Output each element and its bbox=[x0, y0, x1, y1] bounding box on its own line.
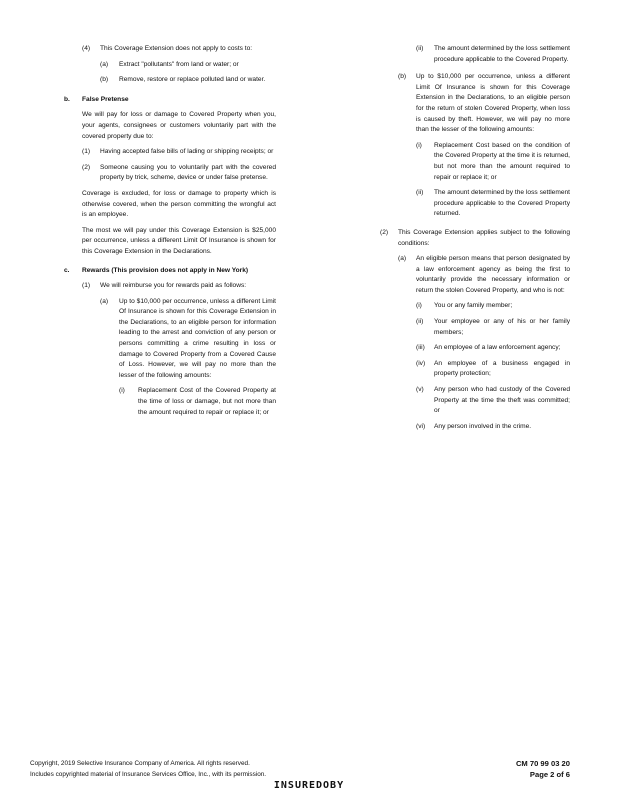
copyright-line: Includes copyrighted material of Insurance Services Office, Inc., with its permission. bbox=[30, 771, 267, 778]
list-item bbox=[100, 297, 276, 382]
item-label: (iv) bbox=[416, 359, 426, 367]
list-item bbox=[416, 141, 570, 183]
item-text: Replacement Cost based on the condition of the Covered Property at the time it is returned, but not more than the amount required to repair or replace it; or bbox=[434, 141, 570, 181]
item-text: Replacement Cost of the Covered Property at the time of loss or damage, but not more than the amount required to repair or replace it; or bbox=[138, 387, 276, 416]
paragraph: The most we will pay under this Coverage Extension is $25,000 per occurrence, unless a different Limit Of Insurance is shown for this Coverage Extension in the Declarations. bbox=[82, 226, 276, 255]
item-text: The amount determined by the loss settlement procedure applicable to the Covered Property. bbox=[434, 45, 570, 63]
list-item bbox=[82, 281, 276, 292]
item-text: Any person involved in the crime. bbox=[434, 422, 532, 430]
item-label: (1) bbox=[82, 148, 91, 156]
paragraph: We will pay for loss or damage to Covered Property when you, your agents, consignees or customers voluntarily part with the covered property due to: bbox=[82, 111, 276, 140]
list-item bbox=[82, 163, 276, 184]
item-label: (b) bbox=[100, 76, 109, 84]
section-label: b. bbox=[64, 95, 70, 103]
list-item bbox=[100, 60, 276, 71]
item-text: Up to $10,000 per occurrence, unless a different Limit Of Insurance is shown for this Coverage Extension in the Declarations, to an eligible person for the return of stolen Covered Property, when loss is caused by theft. However, we will pay no more than the lesser of the following amounts: bbox=[416, 73, 570, 134]
item-text: Someone causing you to voluntarily part with the covered property by trick, scheme, device or under false pretense. bbox=[100, 163, 276, 182]
section-title: Rewards (This provision does not apply in New York) bbox=[82, 266, 249, 274]
list-item bbox=[119, 386, 276, 418]
list-item bbox=[398, 72, 570, 136]
list-item bbox=[380, 228, 570, 249]
item-label: (2) bbox=[82, 163, 91, 171]
item-label: (2) bbox=[380, 228, 389, 236]
item-label: (i) bbox=[416, 141, 422, 149]
item-label: (v) bbox=[416, 386, 424, 394]
item-text: Your employee or any of his or her family members; bbox=[434, 318, 570, 336]
left-column bbox=[64, 44, 276, 423]
item-label: (b) bbox=[398, 73, 407, 81]
item-text: Having accepted false bills of lading or shipping receipts; or bbox=[100, 148, 274, 156]
item-text: Remove, restore or replace polluted land or water. bbox=[119, 76, 266, 84]
item-label: (4) bbox=[82, 45, 91, 52]
form-number: CM 70 99 03 20 bbox=[515, 759, 570, 768]
item-label: (1) bbox=[82, 282, 91, 290]
item-label: (vi) bbox=[416, 422, 426, 430]
item-label: (iii) bbox=[416, 344, 425, 352]
right-column bbox=[380, 44, 570, 437]
item-label: (a) bbox=[398, 255, 407, 263]
item-text: You or any family member; bbox=[434, 302, 513, 310]
list-item bbox=[82, 44, 276, 55]
list-item bbox=[416, 422, 570, 433]
list-item bbox=[416, 317, 570, 338]
section-heading bbox=[64, 95, 276, 106]
item-label: (ii) bbox=[416, 45, 424, 52]
item-label: (ii) bbox=[416, 318, 424, 326]
section-heading bbox=[64, 266, 276, 277]
item-text: An employee of a law enforcement agency; bbox=[434, 344, 561, 352]
section-title: False Pretense bbox=[82, 95, 129, 103]
item-text: An employee of a business engaged in property protection; bbox=[434, 359, 570, 378]
list-item bbox=[416, 44, 570, 65]
item-text: Up to $10,000 per occurrence, unless a different Limit Of Insurance is shown for this Coverage Extension in the Declarations, to an eligible person for information leading to the arrest and conviction of any person or persons committing a crime resulting in loss or damage to Covered Property from a Covered Cause of Loss. However, we will pay no more than the lesser of the following amounts: bbox=[119, 297, 276, 379]
item-text: An eligible person means that person designated by a law enforcement agency as being the first to voluntarily provide the necessary information or return the stolen Covered Property, and who is not: bbox=[416, 255, 570, 294]
page-number: Page 2 of 6 bbox=[529, 770, 570, 779]
item-text: We will reimburse you for rewards paid as follows: bbox=[100, 282, 247, 290]
item-text: This Coverage Extension applies subject to the following conditions: bbox=[398, 228, 570, 247]
list-item bbox=[416, 359, 570, 380]
item-label: (a) bbox=[100, 60, 109, 68]
list-item bbox=[416, 301, 570, 312]
list-item bbox=[416, 188, 570, 220]
list-item bbox=[416, 385, 570, 417]
item-label: (i) bbox=[416, 302, 422, 310]
item-text: The amount determined by the loss settlement procedure applicable to the Covered Property returned. bbox=[434, 189, 570, 218]
list-item bbox=[398, 254, 570, 296]
copyright-line: Copyright, 2019 Selective Insurance Company of America. All rights reserved. bbox=[30, 760, 250, 767]
list-item bbox=[82, 147, 276, 158]
list-item bbox=[416, 343, 570, 354]
item-label: (a) bbox=[100, 297, 109, 305]
item-label: (i) bbox=[119, 387, 125, 395]
item-text: Extract "pollutants" from land or water; or bbox=[119, 60, 239, 68]
form-info bbox=[500, 758, 570, 780]
item-text: This Coverage Extension does not apply to costs to: bbox=[100, 45, 253, 52]
watermark: INSUREDOBY bbox=[273, 780, 345, 791]
list-item bbox=[100, 75, 276, 86]
paragraph: Coverage is excluded, for loss or damage to property which is otherwise covered, when the person committing the wrongful act is an employee. bbox=[82, 189, 276, 219]
item-label: (ii) bbox=[416, 189, 424, 197]
item-text: Any person who had custody of the Covered Property at the time the theft was committed; or bbox=[434, 386, 570, 415]
section-label: c. bbox=[64, 266, 70, 274]
copyright-notice bbox=[30, 758, 410, 780]
